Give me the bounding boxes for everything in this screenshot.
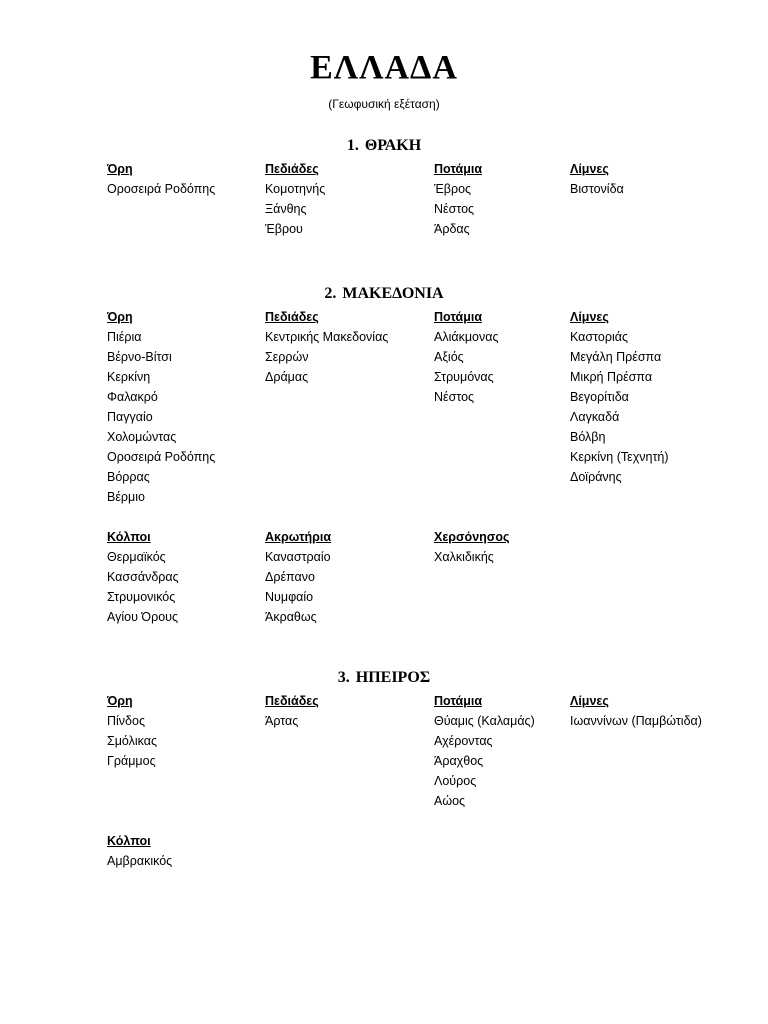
list-item: Λούρος [434,774,477,788]
section-number: 1. [346,137,359,154]
list-item: Μεγάλη Πρέσπα [570,350,662,364]
category-column [107,307,215,507]
list-item: Βεγορίτιδα [570,390,629,404]
list-item: Οροσειρά Ροδόπης [107,450,216,464]
category-column [107,159,215,199]
category-column [265,527,331,627]
list-item: Βιστονίδα [570,182,624,196]
list-item: Πίνδος [107,714,145,728]
category-column [434,159,482,239]
category-header: Πεδιάδες [265,694,319,708]
category-header: Όρη [107,162,133,176]
category-column [434,691,535,811]
list-item: Καναστραίο [265,550,331,564]
list-item: Αμβρακικός [107,854,173,868]
list-item: Γράμμος [107,754,156,768]
list-item: Χαλκιδικής [434,550,494,564]
category-header: Ποτάμια [434,162,483,176]
section-name: ΗΠΕΙΡΟΣ [355,669,431,686]
category-header: Πεδιάδες [265,162,319,176]
list-item: Βόρρας [107,470,150,484]
section-name: ΘΡΑΚΗ [364,137,422,154]
category-column [265,691,319,731]
category-column [434,307,499,407]
category-header: Όρη [107,310,133,324]
category-column [265,159,325,239]
category-header: Ποτάμια [434,310,483,324]
category-column [570,159,624,199]
list-item: Καστοριάς [570,330,628,344]
category-column [265,307,388,387]
list-item: Κομοτηνής [265,182,326,196]
document-title: ΕΛΛΑΔΑ [310,49,458,86]
section-name: ΜΑΚΕΔΟΝΙΑ [342,285,444,302]
list-item: Παγγαίο [107,410,153,424]
list-item: Άραχθος [434,754,484,768]
category-header: Χερσόνησος [434,530,510,544]
list-item: Αγίου Όρους [107,610,179,624]
list-item: Αξιός [434,350,464,364]
list-item: Κασσάνδρας [107,570,179,584]
category-header: Λίμνες [570,162,609,176]
list-item: Χολομώντας [107,430,177,444]
list-item: Ιωαννίνων (Παμβώτιδα) [570,714,702,728]
list-item: Δοϊράνης [570,470,622,484]
category-header: Πεδιάδες [265,310,319,324]
list-item: Ξάνθης [265,202,307,216]
list-item: Νέστος [434,390,475,404]
list-item: Κερκίνη [107,370,151,384]
category-header: Ποτάμια [434,694,483,708]
list-item: Νυμφαίο [265,590,314,604]
list-item: Στρυμονικός [107,590,176,604]
list-item: Βόλβη [570,430,606,444]
list-item: Δράμας [265,370,309,384]
section-number: 3. [337,669,350,686]
list-item: Δρέπανο [265,570,315,584]
category-column [434,527,509,567]
list-item: Έβρος [434,182,472,196]
list-item: Λαγκαδά [570,410,620,424]
list-item: Αχέροντας [434,734,493,748]
section-title [0,284,768,304]
section-title [0,136,768,156]
category-header: Λίμνες [570,310,609,324]
category-column [107,691,157,771]
category-header: Ακρωτήρια [265,530,332,544]
list-item: Σμόλικας [107,734,158,748]
category-header: Κόλποι [107,834,151,848]
list-item: Νέστος [434,202,475,216]
category-column [107,831,172,871]
list-item: Αλιάκμονας [434,330,499,344]
list-item: Φαλακρό [107,390,158,404]
list-item: Κερκίνη (Τεχνητή) [570,450,669,464]
list-item: Θύαμις (Καλαμάς) [434,714,535,728]
section-title [0,668,768,688]
list-item: Στρυμόνας [434,370,494,384]
list-item: Άρδας [434,222,470,236]
list-item: Πιέρια [107,330,142,344]
list-item: Βέρνο-Βίτσι [107,350,172,364]
list-item: Κεντρικής Μακεδονίας [265,330,389,344]
section-number: 2. [324,285,337,302]
category-column [107,527,179,627]
list-item: Άκραθως [265,610,317,624]
category-column [570,691,702,731]
category-header: Λίμνες [570,694,609,708]
document-subtitle: (Γεωφυσική εξέταση) [328,97,440,111]
list-item: Θερμαϊκός [107,550,166,564]
list-item: Άρτας [265,714,299,728]
category-header: Όρη [107,694,133,708]
list-item: Σερρών [265,350,309,364]
list-item: Αώος [434,794,466,808]
list-item: Βέρμιο [107,490,145,504]
list-item: Μικρή Πρέσπα [570,370,653,384]
category-header: Κόλποι [107,530,151,544]
category-column [570,307,669,487]
list-item: Οροσειρά Ροδόπης [107,182,216,196]
list-item: Έβρου [265,222,303,236]
